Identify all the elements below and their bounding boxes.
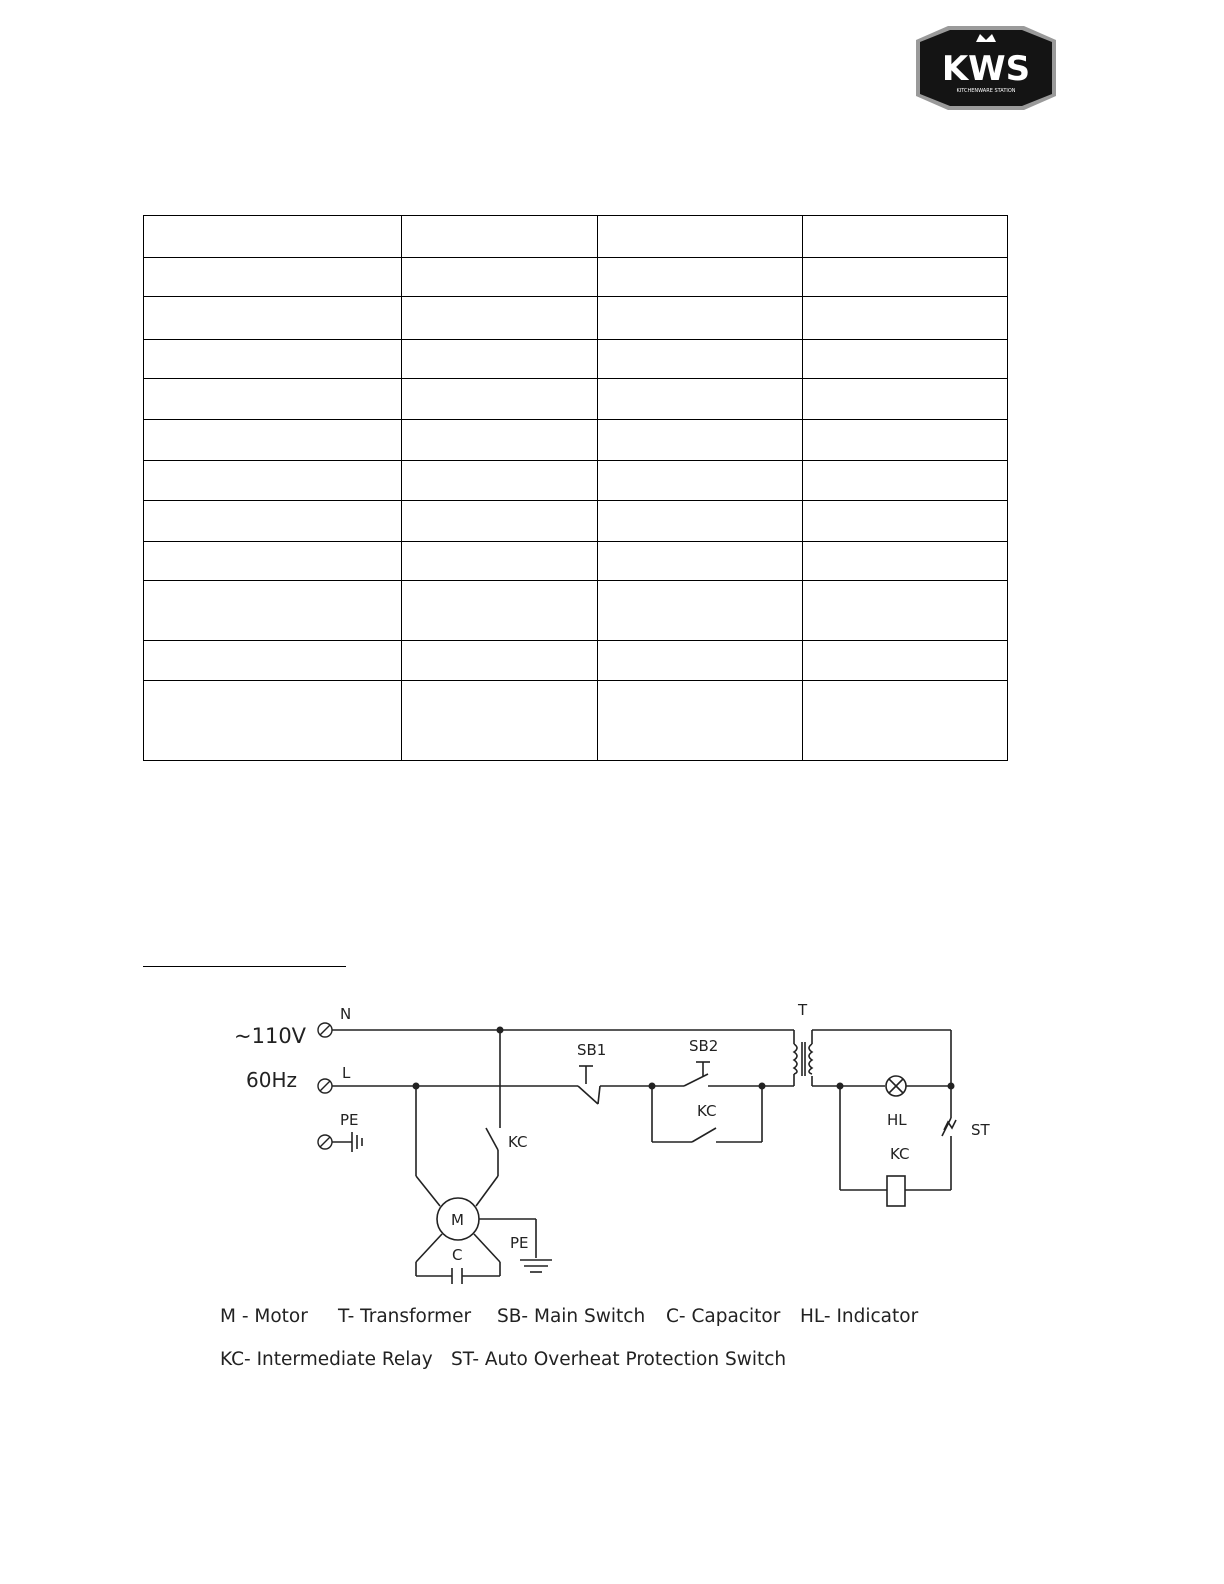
legend-overheat-switch: ST- Auto Overheat Protection Switch — [451, 1349, 787, 1370]
supply-frequency-label: 60Hz — [246, 1068, 297, 1092]
table-cell — [144, 420, 402, 461]
table-cell — [598, 379, 803, 420]
table-cell — [803, 340, 1008, 379]
table-cell — [144, 258, 402, 297]
table-cell — [402, 258, 598, 297]
label-pe-supply: PE — [340, 1111, 359, 1129]
table-cell — [598, 501, 803, 542]
table-cell — [402, 542, 598, 581]
table-cell — [144, 581, 402, 641]
table-cell — [598, 258, 803, 297]
legend-main-switch: SB- Main Switch — [497, 1306, 646, 1327]
table-row — [144, 216, 1008, 258]
legend-capacitor: C- Capacitor — [666, 1306, 781, 1327]
logo-tagline: KITCHENWARE STATION — [956, 88, 1016, 94]
table-row — [144, 461, 1008, 501]
wiring-diagram — [200, 990, 1020, 1410]
table-row — [144, 581, 1008, 641]
table-cell — [803, 641, 1008, 681]
table-cell — [144, 297, 402, 340]
table-cell — [598, 681, 803, 761]
table-cell — [402, 216, 598, 258]
table-cell — [598, 420, 803, 461]
table-cell — [803, 258, 1008, 297]
table-cell — [402, 379, 598, 420]
table-cell — [598, 461, 803, 501]
legend-indicator: HL- Indicator — [800, 1306, 919, 1327]
label-sb2: SB2 — [689, 1037, 719, 1055]
table-cell — [402, 340, 598, 379]
label-kc-coil: KC — [890, 1145, 910, 1163]
table-cell — [598, 542, 803, 581]
table-cell — [402, 581, 598, 641]
table-cell — [144, 461, 402, 501]
table-cell — [598, 216, 803, 258]
table-cell — [144, 379, 402, 420]
table-cell — [144, 641, 402, 681]
table-cell — [598, 641, 803, 681]
table-row — [144, 641, 1008, 681]
table-cell — [144, 681, 402, 761]
legend-relay: KC- Intermediate Relay — [220, 1349, 433, 1370]
table-cell — [803, 420, 1008, 461]
table-cell — [402, 420, 598, 461]
legend-transformer: T- Transformer — [338, 1306, 472, 1327]
label-sb1: SB1 — [577, 1041, 607, 1059]
table-cell — [803, 379, 1008, 420]
label-kc-motor: KC — [508, 1133, 528, 1151]
table-cell — [144, 216, 402, 258]
table-cell — [402, 461, 598, 501]
legend-motor: M - Motor — [220, 1306, 308, 1327]
label-n: N — [340, 1005, 352, 1023]
table-cell — [803, 297, 1008, 340]
table-cell — [803, 542, 1008, 581]
label-pe-motor: PE — [510, 1234, 529, 1252]
table-row — [144, 297, 1008, 340]
label-l: L — [342, 1064, 351, 1082]
table-row — [144, 258, 1008, 297]
table-cell — [803, 681, 1008, 761]
label-c: C — [452, 1246, 463, 1264]
table-row — [144, 340, 1008, 379]
label-hl: HL — [887, 1111, 907, 1129]
table-cell — [144, 542, 402, 581]
table-row — [144, 420, 1008, 461]
label-st: ST — [971, 1121, 990, 1139]
label-m: M — [451, 1211, 464, 1229]
label-kc-contact: KC — [697, 1102, 717, 1120]
table-cell — [402, 681, 598, 761]
table-row — [144, 542, 1008, 581]
logo-text: KWS — [941, 49, 1031, 89]
table-cell — [402, 297, 598, 340]
table-cell — [598, 340, 803, 379]
table-cell — [144, 340, 402, 379]
table-cell — [803, 216, 1008, 258]
supply-voltage-label: ~110V — [234, 1024, 307, 1048]
table-row — [144, 501, 1008, 542]
kws-logo — [910, 22, 1062, 114]
table-cell — [144, 501, 402, 542]
spec-table — [143, 215, 1008, 761]
table-row — [144, 379, 1008, 420]
table-cell — [598, 581, 803, 641]
supply-terminals — [318, 1023, 332, 1149]
table-row — [144, 681, 1008, 761]
table-cell — [402, 501, 598, 542]
table-cell — [402, 641, 598, 681]
table-cell — [803, 461, 1008, 501]
table-cell — [803, 501, 1008, 542]
section-heading-underline — [143, 966, 346, 967]
table-cell — [598, 297, 803, 340]
label-t: T — [798, 1001, 808, 1019]
table-cell — [803, 581, 1008, 641]
